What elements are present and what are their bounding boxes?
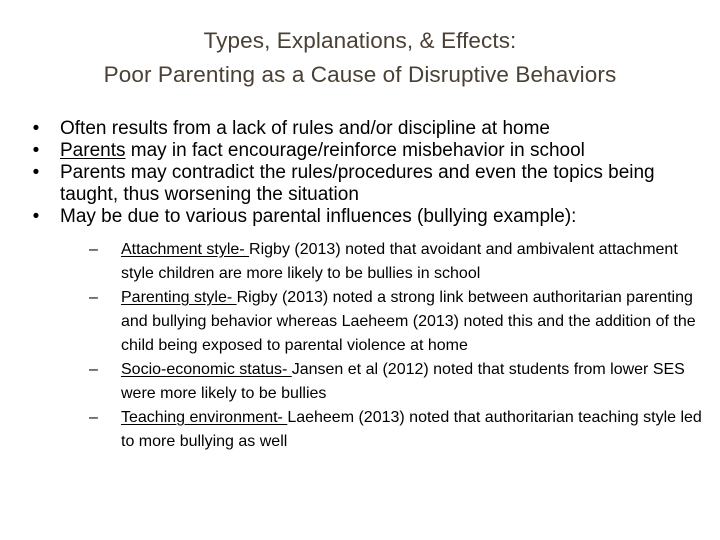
bullet-text: may in fact encourage/reinforce misbehavior in school: [125, 140, 585, 161]
bullet-dot: •: [32, 140, 40, 161]
sub-bullet-heading: Attachment style-: [121, 241, 250, 258]
bullet-item: [28, 162, 708, 206]
sub-bullet-text: Rigby (2013) noted a strong link between authoritarian parenting and bullying behavior whereas Laeheem (2013) noted this and the addition of the child being exposed to parental violence at home: [121, 289, 696, 354]
bullet-item: [28, 206, 708, 454]
bullet-dot: •: [32, 206, 40, 227]
bullet-underlined-term: Parents: [60, 140, 126, 161]
sub-bullet-list: [60, 238, 708, 454]
dash-marker: –: [89, 289, 98, 306]
sub-bullet-text: Jansen et al (2012) noted that students from lower SES were more likely to be bullies: [121, 361, 685, 402]
bullet-list: [28, 118, 708, 454]
sub-bullet-text: Laeheem (2013) noted that authoritarian teaching style led to more bullying as well: [121, 409, 702, 450]
bullet-item: [28, 118, 708, 140]
sub-bullet-item: [89, 406, 708, 454]
bullet-text: Parents may contradict the rules/procedures and even the topics being taught, thus worsening the situation: [60, 162, 655, 205]
title-line-2: Poor Parenting as a Cause of Disruptive Behaviors: [103, 62, 617, 87]
slide-body: [28, 118, 708, 454]
sub-bullet-item: [89, 286, 708, 358]
bullet-item: [28, 140, 708, 162]
bullet-text: May be due to various parental influences (bullying example):: [60, 206, 577, 227]
bullet-dot: •: [32, 162, 40, 183]
sub-bullet-text: Rigby (2013) noted that avoidant and ambivalent attachment style children are more likely to be bullies in school: [121, 241, 678, 282]
bullet-dot: •: [32, 118, 40, 139]
sub-bullet-item: [89, 238, 708, 286]
sub-bullet-heading: Parenting style-: [121, 289, 237, 306]
dash-marker: –: [89, 241, 98, 258]
bullet-text: Often results from a lack of rules and/or discipline at home: [60, 118, 551, 139]
title-line-1: Types, Explanations, & Effects:: [203, 28, 517, 53]
sub-bullet-heading: Teaching environment-: [121, 409, 288, 426]
dash-marker: –: [89, 409, 98, 426]
sub-bullet-heading: Socio-economic status-: [121, 361, 292, 378]
dash-marker: –: [89, 361, 98, 378]
sub-bullet-item: [89, 358, 708, 406]
slide-title: [0, 24, 720, 92]
